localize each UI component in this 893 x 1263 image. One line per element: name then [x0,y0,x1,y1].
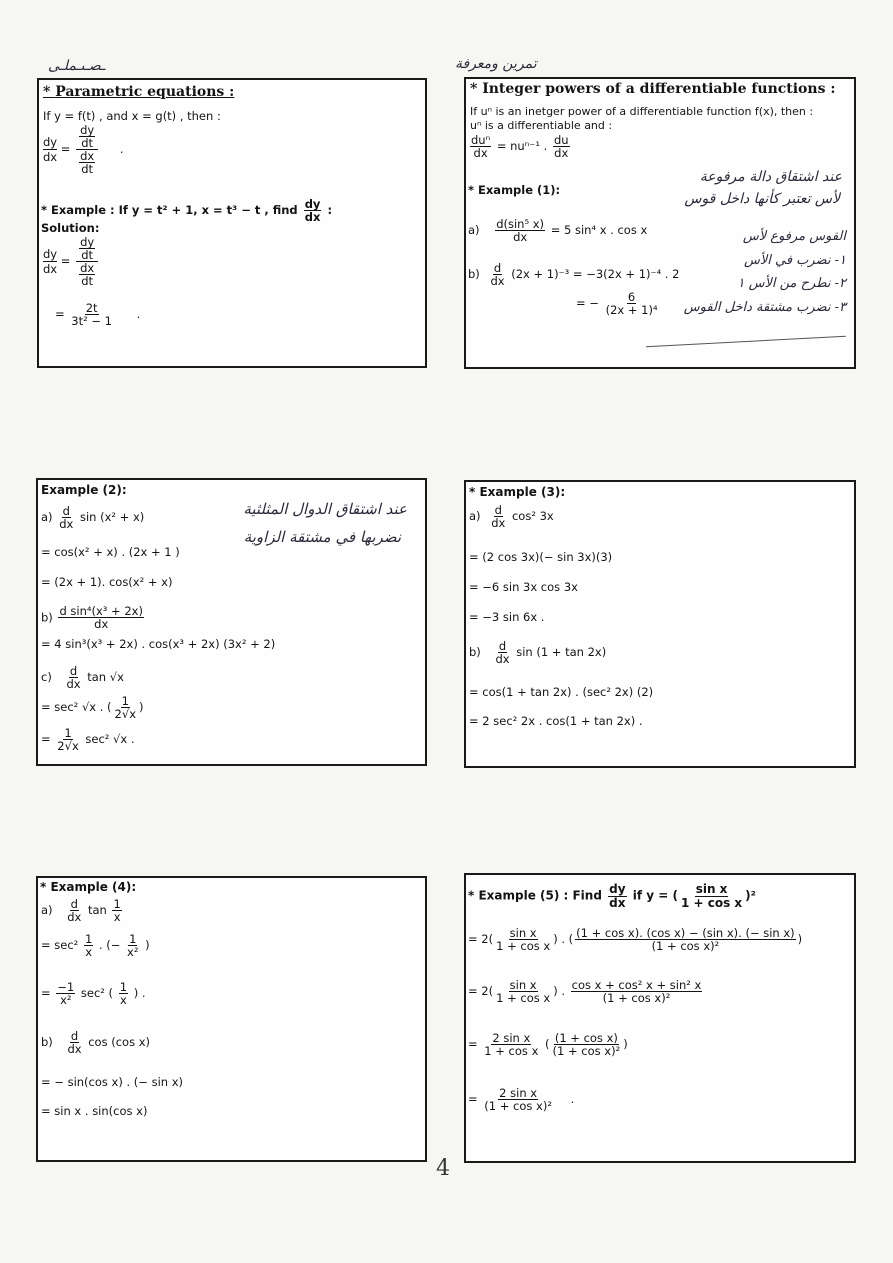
example-a-step-1: = sec² $\frac{1}{x}$ . (− $\frac{1}{\text{x²}}$ ) [41,932,150,960]
slide-parametric-equations: * Parametric equations : If y = f(t) , and x = g(t) , then : $\frac{dy}{dx}$ = $\frac{\frac{dy}{dt}}{\frac{dx}{dt}}$ . * Example : If y = t² + 1, x = t³ − t , find $\frac{dy}{dx}$ : Solution: $\frac{dy}{dx}$ = $\frac{\frac{dy}{dt}}{\frac{dx}{dt}}$ = $\frac{2t}{\text{3t² − 1}}$ . [37,78,427,368]
example-5-step-1: = 2( $\frac{\text{sin x}}{\text{1 + cos x}}$ ) . ( $\frac{\text{(1 + cos x). (cos x) − (sin x). (− sin x)}}{\text{(1 + cos x)²}}$ ) [468,926,803,954]
example-c-step-2: = $\frac{1}{2√x}$ sec² √x . [41,726,135,754]
example-b: b) $\frac{\text{d sin⁴(x³ + 2x)}}{dx}$ [41,604,143,632]
example-b-step-1: = 4 sin³(x³ + 2x) . cos(x³ + 2x) (3x² + 2) [41,637,276,651]
example-a-step-2: = −6 sin 3x cos 3x [469,580,578,594]
handwritten-note-2: نضربها في مشتقة الزاوية [243,528,401,546]
slide-integer-powers: * Integer powers of a differentiable functions : If uⁿ is an inetger power of a differentiable function f(x), then : uⁿ is a differentiable and : $\frac{\text{duⁿ}}{dx}$ = nuⁿ⁻¹ . $\frac{du}{dx}$ * Example (1): a) $\frac{\text{d(sin⁵ x)}}{dx}$ = 5 sin⁴ x . cos x b) $\frac{d}{dx}$ (2x + 1)⁻³ = −3(2x + 1)⁻⁴ . 2 = − $\frac{6}{\text{(2x + 1)⁴}}$ عند اشتقاق دالة مرفوعة لأس تعتبر كأنها داخل قوس القوس مرفوع لأس ١- نضرب في الأس ٢- نطرح من الأس ١ ٣- نضرب مشتقة داخل القوس [464,77,856,369]
example-5-step-2: = 2( $\frac{\text{sin x}}{\text{1 + cos x}}$ ) . $\frac{\text{cos x + cos² x + sin² x}}{\text{(1 + cos x)²}}$ [468,978,702,1006]
slide-title: Parametric equations : [55,84,235,100]
example-a: a) $\frac{d}{dx}$ tan $\frac{1}{x}$ [41,897,121,925]
handwritten-underline [646,336,846,347]
example-a-step-1: = cos(x² + x) . (2x + 1 ) [41,545,180,559]
example-b: b) $\frac{d}{dx}$ sin (1 + tan 2x) [469,639,607,667]
slide-title: Example (2): [41,483,127,497]
handwritten-note-6: ٣- نضرب مشتقة داخل القوس [683,300,846,315]
intro-line-1: If uⁿ is an inetger power of a differentiable function f(x), then : [470,105,814,118]
slide-title: Example (3): [479,485,566,499]
example-c: c) $\frac{d}{dx}$ tan √x [41,664,124,692]
example-c-step-1: = sec² √x . ( $\frac{1}{2√x}$ ) [41,694,144,722]
example-a-step-2: = $\frac{-1}{\text{x²}}$ sec² ( $\frac{1}{x}$ ) . [41,980,146,1008]
example-a-step-2: = (2x + 1). cos(x² + x) [41,575,173,589]
solution-formula: $\frac{dy}{dx}$ = $\frac{\frac{dy}{dt}}{\frac{dx}{dt}}$ [43,236,100,287]
slide-example-5 [464,873,856,1163]
example-line: * Example : If y = t² + 1, x = t³ − t , find $\frac{dy}{dx}$ : [41,197,333,225]
example-a-step-1: = (2 cos 3x)(− sin 3x)(3) [469,550,613,564]
example-a: a) $\frac{\text{d(sin⁵ x)}}{dx}$ = 5 sin⁴ x . cos x [468,217,648,245]
handwritten-note-2: لأس تعتبر كأنها داخل قوس [684,191,840,207]
example-b-step-2: = sin x . sin(cos x) [41,1104,148,1118]
handwritten-note-5: ٢- نطرح من الأس ١ [737,276,846,291]
example-label: Example (1): [478,183,561,197]
example-b: b) $\frac{d}{dx}$ (2x + 1)⁻³ = −3(2x + 1)⁻⁴ . 2 [468,261,680,289]
example-a: a) $\frac{d}{dx}$ sin (x² + x) [41,504,145,532]
example-b-step-1: = − sin(cos x) . (− sin x) [41,1075,184,1089]
handwritten-note-1: عند اشتقاق دالة مرفوعة [699,169,842,185]
slide-title: Example (4): [50,880,137,894]
solution-result: = $\frac{2t}{\text{3t² − 1}}$ . [55,301,141,329]
intro-line-2: uⁿ is a differentiable and : [470,119,613,132]
example-b-step-1: = cos(1 + tan 2x) . (sec² 2x) (2) [469,685,654,699]
power-rule-formula: $\frac{\text{duⁿ}}{dx}$ = nuⁿ⁻¹ . $\frac{du}{dx}$ [471,133,569,161]
example-5-step-3: = $\frac{\text{2 sin x}}{\text{1 + cos x}}$ ( $\frac{\text{(1 + cos x)}}{\text{(1 + cos x)²}}$ ) [468,1031,628,1059]
handwritten-note-1: عند اشتقاق الدوال المثلثية [243,500,407,518]
example-a-step-3: = −3 sin 6x . [469,610,545,624]
example-b: b) $\frac{d}{dx}$ cos (cos x) [41,1029,151,1057]
slide-example-3: * Example (3): a) $\frac{d}{dx}$ cos² 3x = (2 cos 3x)(− sin 3x)(3) = −6 sin 3x cos 3x = −3 sin 6x . b) $\frac{d}{dx}$ sin (1 + tan 2x) = cos(1 + tan 2x) . (sec² 2x) (2) = 2 sec² 2x . cos(1 + tan 2x) . [464,480,856,768]
slide-example-2 [36,478,427,766]
handwritten-note-top-left: ـصـىـملـى [48,58,106,74]
solution-label: Solution: [41,221,100,235]
example-a: a) $\frac{d}{dx}$ cos² 3x [469,503,554,531]
slide-example-4: * Example (4): a) $\frac{d}{dx}$ tan $\frac{1}{x}$ = sec² $\frac{1}{x}$ . (− $\frac{1}{\text{x²}}$ ) = $\frac{-1}{\text{x²}}$ sec² ( $\frac{1}{x}$ ) . b) $\frac{d}{dx}$ cos (cos x) = − sin(cos x) . (− sin x) = sin x . sin(cos x) [36,876,427,1162]
page-number: 4 [436,1156,450,1181]
example-5-result: = $\frac{\text{2 sin x}}{\text{(1 + cos x)²}}$ . [468,1086,575,1114]
handwritten-note-3: القوس مرفوع لأس [742,229,846,244]
formula: $\frac{dy}{dx}$ = $\frac{\frac{dy}{dt}}{\frac{dx}{dt}}$ . [43,123,124,177]
handwritten-note-top-right: تمرين ومعرفة [455,56,537,72]
intro-line: If y = f(t) , and x = g(t) , then : [43,109,221,123]
example-b-result: = − $\frac{6}{\text{(2x + 1)⁴}}$ [576,290,658,318]
example-5-statement: * Example (5) : Find $\frac{dy}{dx}$ if y = ( $\frac{\text{sin x}}{\text{1 + cos x}}$ )² [468,882,756,910]
handwritten-note-4: ١- نضرب في الأس [743,253,846,268]
slide-title: Integer powers of a differentiable functions : [482,81,836,97]
example-b-step-2: = 2 sec² 2x . cos(1 + tan 2x) . [469,714,643,728]
